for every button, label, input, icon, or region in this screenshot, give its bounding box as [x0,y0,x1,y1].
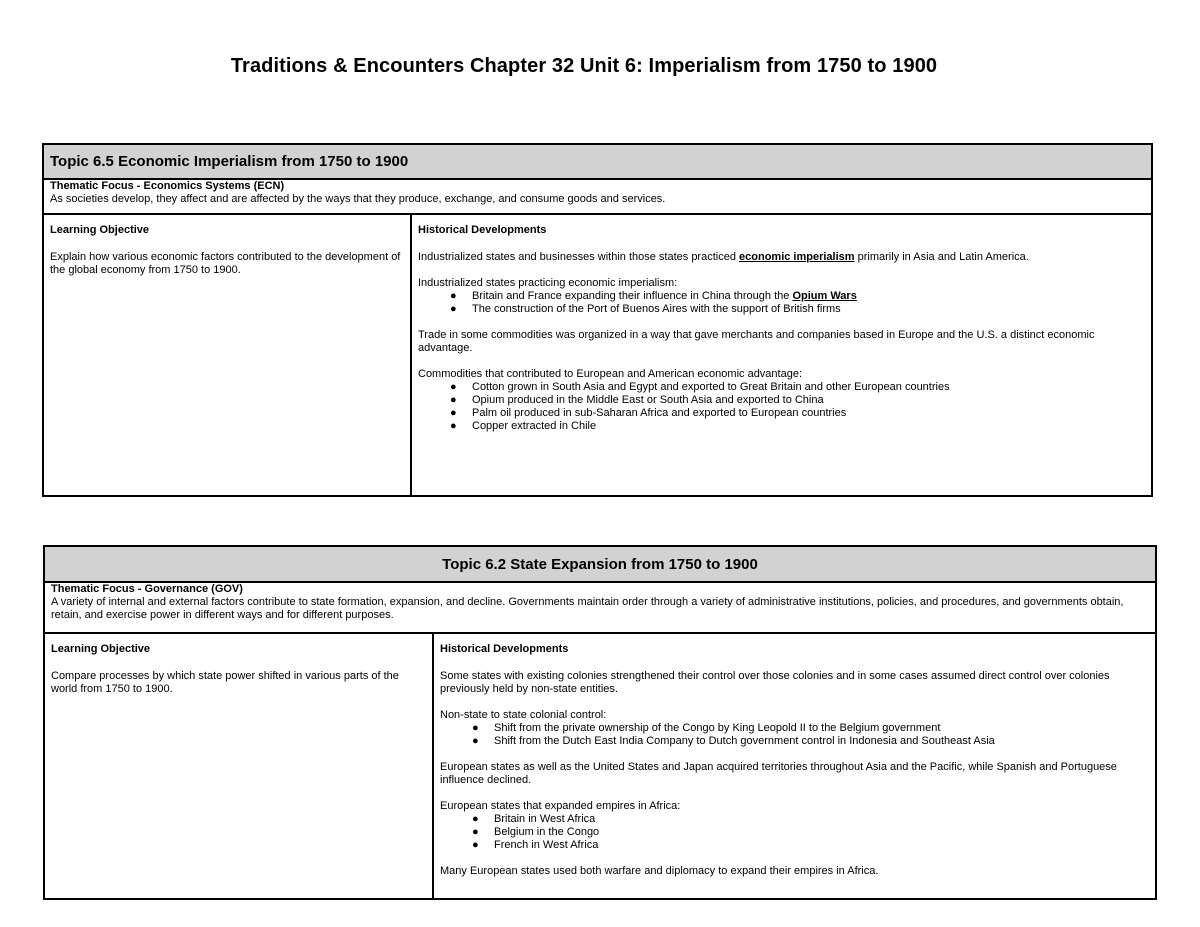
list-item-text: Opium produced in the Middle East or South Asia and exported to China [472,394,824,406]
bullet-list [440,722,1149,748]
development-paragraph [418,277,1145,316]
list-item-text: Palm oil produced in sub-Saharan Africa and exported to European countries [472,407,847,419]
bullet-icon: ● [450,407,457,419]
topic-header: Topic 6.5 Economic Imperialism from 1750 to 1900 [50,153,409,170]
thematic-focus-row [44,582,1156,633]
list-item [472,722,1149,735]
list-item-text: Shift from the private ownership of the Congo by King Leopold II to the Belgium government [494,722,941,734]
list-item-text: Shift from the Dutch East India Company to Dutch government control in Indonesia and Southeast Asia [494,735,995,747]
list-intro: Non-state to state colonial control: [440,709,607,721]
learning-objective-text: Compare processes by which state power shifted in various parts of the world from 1750 to 1900. [51,670,399,695]
list-item [472,735,1149,748]
list-item-text: Britain in West Africa [494,813,596,825]
list-item-text: Belgium in the Congo [494,826,600,838]
bullet-icon: ● [450,394,457,406]
development-paragraph [440,800,1149,852]
topic-header-cell [43,144,1152,179]
bullet-icon: ● [472,722,479,734]
document-title: Traditions & Encounters Chapter 32 Unit 6: Imperialism from 1750 to 1900 [230,55,938,77]
list-intro: European states that expanded empires in Africa: [440,800,681,812]
development-paragraph [440,709,1149,748]
learning-objective-text: Explain how various economic factors contributed to the development of the global economy from 1750 to 1900. [50,251,401,276]
bullet-icon: ● [450,420,457,432]
development-paragraph [418,251,1145,264]
thematic-focus-cell [43,179,1152,214]
list-intro: Commodities that contributed to European and American economic advantage: [418,368,803,380]
list-item [450,407,1145,420]
bullet-list [418,381,1145,433]
list-intro: Industrialized states practicing economic imperialism: [418,277,678,289]
bullet-icon: ● [472,826,479,838]
list-item [450,394,1145,407]
development-paragraph: Many European states used both warfare and diplomacy to expand their empires in Africa. [440,865,879,877]
learning-objective-label: Learning Objective [51,643,151,655]
list-item [472,813,1149,826]
list-item [450,303,1145,316]
thematic-focus-text: A variety of internal and external factors contribute to state formation, expansion, and decline. Governments maintain order through a variety of administrative institutions, policies, and procedures, and governments obtain, retain, and exercise power in different ways and for different purposes. [51,596,1124,621]
learning-objective-cell [44,633,433,899]
key-term-economic-imperialism: economic imperialism [739,251,855,263]
content-row [44,633,1156,899]
learning-objective-cell [43,214,411,496]
bullet-list [440,813,1149,852]
bullet-icon: ● [472,735,479,747]
list-item [450,290,1145,303]
bullet-icon: ● [472,813,479,825]
development-paragraph [418,368,1145,433]
bullet-icon: ● [450,303,457,315]
bullet-list [418,290,1145,316]
thematic-focus-cell [44,582,1156,633]
paragraph-text: Industrialized states and businesses within those states practiced [418,251,740,263]
bullet-icon: ● [472,839,479,851]
list-item-text: Copper extracted in Chile [472,420,597,432]
topic-6-5-table [42,143,1153,497]
paragraph-text: primarily in Asia and Latin America. [854,251,1029,263]
historical-developments-label: Historical Developments [440,643,569,655]
topic-6-2-table [43,545,1157,900]
topic-header-cell [44,546,1156,582]
topic-header-row [43,144,1152,179]
bullet-icon: ● [450,381,457,393]
development-paragraph: European states as well as the United States and Japan acquired territories throughout Asia and the Pacific, while Spanish and Portuguese influence declined. [440,761,1117,786]
learning-objective-label: Learning Objective [50,224,150,236]
list-item-text: Britain and France expanding their influence in China through the [472,290,793,302]
list-item-text: Cotton grown in South Asia and Egypt and exported to Great Britain and other European countries [472,381,950,393]
list-item [450,420,1145,433]
topic-header-row [44,546,1156,582]
thematic-focus-row [43,179,1152,214]
historical-developments-label: Historical Developments [418,224,547,236]
list-item [472,826,1149,839]
historical-developments-cell [411,214,1152,496]
content-row [43,214,1152,496]
development-paragraph: Some states with existing colonies strengthened their control over those colonies and in some cases assumed direct control over colonies previously held by non-state entities. [440,670,1110,695]
thematic-focus-title: Thematic Focus - Economics Systems (ECN) [50,180,285,192]
list-item-text: The construction of the Port of Buenos Aires with the support of British firms [472,303,841,315]
list-item [472,839,1149,852]
list-item-text: French in West Africa [494,839,599,851]
thematic-focus-title: Thematic Focus - Governance (GOV) [51,583,243,595]
historical-developments-cell [433,633,1156,899]
list-item [450,381,1145,394]
bullet-icon: ● [450,290,457,302]
key-term-opium-wars: Opium Wars [792,290,857,302]
topic-header: Topic 6.2 State Expansion from 1750 to 1900 [442,556,758,573]
thematic-focus-text: As societies develop, they affect and are affected by the ways that they produce, exchange, and consume goods and services. [50,193,666,205]
development-paragraph: Trade in some commodities was organized in a way that gave merchants and companies based in Europe and the U.S. a distinct economic advantage. [418,329,1095,354]
